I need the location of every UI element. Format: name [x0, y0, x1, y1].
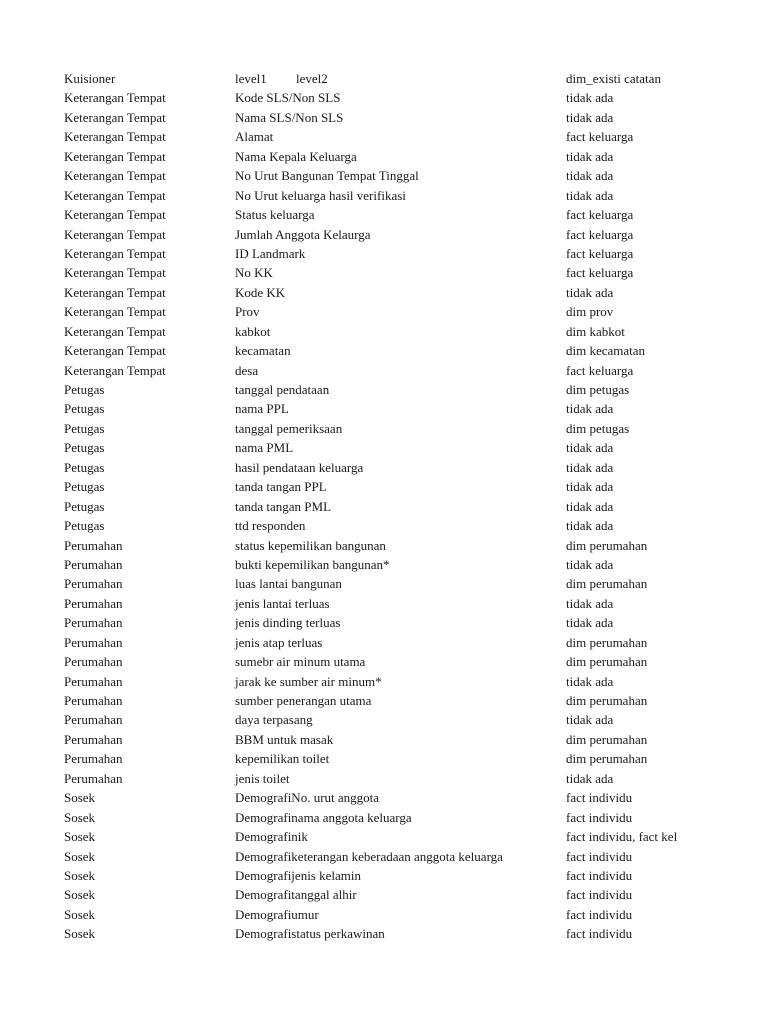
- cell-level: BBM untuk masak: [235, 731, 334, 747]
- table-row: [0, 108, 768, 127]
- table-row: [0, 205, 768, 224]
- cell-kuisioner: Perumahan: [64, 751, 123, 767]
- cell-dim-catatan: dim perumahan: [566, 576, 648, 592]
- table-row: [0, 341, 768, 360]
- table-row: [0, 710, 768, 729]
- cell-level: No Urut keluarga hasil verifikasi: [235, 187, 406, 203]
- table-row: [0, 361, 768, 380]
- cell-dim-catatan: dim prov: [566, 304, 614, 320]
- cell-kuisioner: Sosek: [64, 829, 96, 845]
- header-dim-catatan: dim_existi catatan: [566, 71, 661, 86]
- cell-dim-catatan: dim perumahan: [566, 654, 648, 670]
- cell-level: Kode KK: [235, 284, 286, 300]
- cell-kuisioner: Keterangan Tempat: [64, 323, 166, 339]
- cell-level: Demografinik: [235, 829, 308, 845]
- cell-level: Nama SLS/Non SLS: [235, 109, 344, 125]
- cell-level: daya terpasang: [235, 712, 313, 728]
- cell-kuisioner: Perumahan: [64, 595, 123, 611]
- table-row: [0, 516, 768, 535]
- cell-kuisioner: Keterangan Tempat: [64, 265, 166, 281]
- table-row: [0, 302, 768, 321]
- cell-dim-catatan: tidak ada: [566, 401, 614, 417]
- cell-dim-catatan: tidak ada: [566, 187, 614, 203]
- table-row: [0, 808, 768, 827]
- table-row: [0, 322, 768, 341]
- cell-dim-catatan: tidak ada: [566, 148, 614, 164]
- cell-kuisioner: Keterangan Tempat: [64, 284, 166, 300]
- table-row: [0, 749, 768, 768]
- cell-dim-catatan: tidak ada: [566, 770, 614, 786]
- cell-kuisioner: Perumahan: [64, 576, 123, 592]
- cell-kuisioner: Petugas: [64, 382, 105, 397]
- cell-kuisioner: Perumahan: [64, 615, 123, 631]
- cell-dim-catatan: tidak ada: [566, 168, 614, 184]
- cell-kuisioner: Petugas: [64, 518, 105, 534]
- cell-kuisioner: Perumahan: [64, 634, 123, 650]
- cell-dim-catatan: dim perumahan: [566, 693, 648, 708]
- cell-dim-catatan: tidak ada: [566, 673, 614, 689]
- cell-level: tanggal pendataan: [235, 382, 330, 397]
- cell-dim-catatan: dim perumahan: [566, 634, 648, 650]
- cell-dim-catatan: fact individu: [566, 848, 633, 864]
- cell-level: kecamatan: [235, 343, 291, 359]
- cell-dim-catatan: tidak ada: [566, 518, 614, 534]
- cell-level: jenis toilet: [235, 770, 290, 786]
- cell-kuisioner: Keterangan Tempat: [64, 343, 166, 359]
- table-row: [0, 263, 768, 282]
- cell-kuisioner: Sosek: [64, 887, 96, 903]
- table-row: [0, 788, 768, 807]
- cell-kuisioner: Petugas: [64, 401, 105, 417]
- cell-kuisioner: Petugas: [64, 440, 105, 456]
- cell-dim-catatan: tidak ada: [566, 459, 614, 475]
- cell-level: Nama Kepala Keluarga: [235, 148, 357, 164]
- table-row: [0, 885, 768, 904]
- header-level2: level2: [296, 71, 328, 86]
- table-row: [0, 866, 768, 885]
- header-kuisioner: Kuisioner: [64, 71, 116, 86]
- cell-dim-catatan: dim kabkot: [566, 323, 625, 339]
- cell-level: tanda tangan PML: [235, 498, 332, 514]
- cell-level: Prov: [235, 304, 260, 320]
- cell-level: Jumlah Anggota Kelaurga: [235, 226, 371, 242]
- cell-dim-catatan: fact individu, fact kel: [566, 829, 678, 845]
- cell-kuisioner: Keterangan Tempat: [64, 109, 166, 125]
- cell-kuisioner: Keterangan Tempat: [64, 90, 166, 106]
- cell-level: kabkot: [235, 323, 271, 339]
- cell-dim-catatan: fact individu: [566, 926, 633, 942]
- cell-level: jarak ke sumber air minum*: [235, 673, 382, 689]
- cell-level: sumber penerangan utama: [235, 693, 372, 708]
- cell-kuisioner: Perumahan: [64, 556, 123, 572]
- table-row: [0, 147, 768, 166]
- table-row: [0, 730, 768, 749]
- cell-kuisioner: Petugas: [64, 479, 105, 495]
- cell-kuisioner: Keterangan Tempat: [64, 129, 166, 145]
- cell-kuisioner: Sosek: [64, 848, 96, 864]
- cell-level: ID Landmark: [235, 245, 306, 261]
- cell-kuisioner: Petugas: [64, 459, 105, 475]
- cell-kuisioner: Keterangan Tempat: [64, 245, 166, 261]
- cell-kuisioner: Perumahan: [64, 537, 123, 553]
- cell-level: jenis atap terluas: [235, 634, 323, 650]
- cell-level: tanda tangan PPL: [235, 479, 327, 495]
- cell-dim-catatan: fact keluarga: [566, 129, 634, 145]
- cell-level: status kepemilikan bangunan: [235, 537, 386, 553]
- table-row: [0, 438, 768, 457]
- cell-dim-catatan: fact keluarga: [566, 265, 634, 281]
- table-row: [0, 536, 768, 555]
- table-row: [0, 555, 768, 574]
- cell-level: Demografiumur: [235, 906, 319, 922]
- cell-kuisioner: Perumahan: [64, 770, 123, 786]
- table-row: [0, 613, 768, 632]
- header-level1: level1: [235, 71, 267, 86]
- cell-level: jenis lantai terluas: [235, 595, 330, 611]
- table-row: [0, 769, 768, 788]
- cell-dim-catatan: fact individu: [566, 867, 633, 883]
- cell-dim-catatan: dim kecamatan: [566, 343, 646, 359]
- table-row: [0, 186, 768, 205]
- cell-kuisioner: Perumahan: [64, 673, 123, 689]
- table-row: [0, 652, 768, 671]
- cell-level: nama PML: [235, 440, 294, 456]
- cell-level: Demografistatus perkawinan: [235, 926, 385, 942]
- cell-level: hasil pendataan keluarga: [235, 459, 364, 475]
- cell-dim-catatan: fact individu: [566, 906, 633, 922]
- cell-level: bukti kepemilikan bangunan*: [235, 556, 390, 572]
- table-row: [0, 166, 768, 185]
- cell-kuisioner: Sosek: [64, 867, 96, 883]
- cell-dim-catatan: dim petugas: [566, 420, 630, 436]
- table-row: [0, 477, 768, 496]
- cell-level: nama PPL: [235, 401, 289, 417]
- cell-dim-catatan: fact keluarga: [566, 362, 634, 378]
- header-row: [0, 69, 768, 88]
- cell-kuisioner: Keterangan Tempat: [64, 187, 166, 203]
- spreadsheet-table: [0, 69, 768, 944]
- table-row: [0, 225, 768, 244]
- cell-level: DemografiNo. urut anggota: [235, 790, 380, 806]
- table-row: [0, 88, 768, 107]
- cell-level: Status keluarga: [235, 207, 315, 223]
- cell-level: ttd responden: [235, 518, 306, 534]
- cell-kuisioner: Keterangan Tempat: [64, 168, 166, 184]
- cell-level: Demografijenis kelamin: [235, 867, 361, 883]
- table-row: [0, 244, 768, 263]
- cell-kuisioner: Keterangan Tempat: [64, 304, 166, 320]
- cell-dim-catatan: tidak ada: [566, 479, 614, 495]
- cell-kuisioner: Keterangan Tempat: [64, 226, 166, 242]
- table-row: [0, 419, 768, 438]
- cell-dim-catatan: dim perumahan: [566, 751, 648, 767]
- cell-dim-catatan: fact keluarga: [566, 207, 634, 223]
- cell-kuisioner: Keterangan Tempat: [64, 207, 166, 223]
- cell-dim-catatan: tidak ada: [566, 90, 614, 106]
- cell-level: Demografitanggal alhir: [235, 887, 357, 903]
- table-row: [0, 497, 768, 516]
- cell-dim-catatan: fact keluarga: [566, 226, 634, 242]
- table-row: [0, 594, 768, 613]
- cell-kuisioner: Perumahan: [64, 731, 123, 747]
- cell-kuisioner: Perumahan: [64, 693, 123, 708]
- cell-dim-catatan: tidak ada: [566, 712, 614, 728]
- cell-dim-catatan: dim perumahan: [566, 731, 648, 747]
- cell-dim-catatan: dim perumahan: [566, 537, 648, 553]
- cell-kuisioner: Petugas: [64, 498, 105, 514]
- cell-level: desa: [235, 362, 259, 378]
- cell-level: jenis dinding terluas: [235, 615, 341, 631]
- cell-level: Alamat: [235, 129, 274, 145]
- table-row: [0, 672, 768, 691]
- table-row: [0, 691, 768, 710]
- table-row: [0, 827, 768, 846]
- cell-dim-catatan: tidak ada: [566, 284, 614, 300]
- cell-kuisioner: Petugas: [64, 420, 105, 436]
- table-row: [0, 127, 768, 146]
- cell-kuisioner: Sosek: [64, 809, 96, 825]
- cell-kuisioner: Perumahan: [64, 654, 123, 670]
- cell-level: luas lantai bangunan: [235, 576, 342, 592]
- cell-dim-catatan: tidak ada: [566, 615, 614, 631]
- cell-kuisioner: Keterangan Tempat: [64, 362, 166, 378]
- cell-kuisioner: Keterangan Tempat: [64, 148, 166, 164]
- table-row: [0, 458, 768, 477]
- cell-dim-catatan: fact individu: [566, 809, 633, 825]
- cell-dim-catatan: tidak ada: [566, 440, 614, 456]
- cell-level: Demografinama anggota keluarga: [235, 809, 412, 825]
- cell-dim-catatan: fact keluarga: [566, 245, 634, 261]
- table-row: [0, 924, 768, 943]
- cell-level: tanggal pemeriksaan: [235, 420, 343, 436]
- table-row: [0, 380, 768, 399]
- table-row: [0, 633, 768, 652]
- table-row: [0, 399, 768, 418]
- cell-kuisioner: Perumahan: [64, 712, 123, 728]
- table-row: [0, 574, 768, 593]
- cell-kuisioner: Sosek: [64, 906, 96, 922]
- cell-dim-catatan: dim petugas: [566, 382, 630, 397]
- cell-level: sumebr air minum utama: [235, 654, 366, 670]
- table-row: [0, 905, 768, 924]
- cell-level: No Urut Bangunan Tempat Tinggal: [235, 168, 419, 184]
- cell-dim-catatan: tidak ada: [566, 556, 614, 572]
- cell-dim-catatan: tidak ada: [566, 498, 614, 514]
- cell-dim-catatan: fact individu: [566, 790, 633, 806]
- cell-level: kepemilikan toilet: [235, 751, 330, 767]
- cell-level: Kode SLS/Non SLS: [235, 90, 341, 106]
- table-row: [0, 283, 768, 302]
- cell-dim-catatan: tidak ada: [566, 595, 614, 611]
- cell-dim-catatan: tidak ada: [566, 109, 614, 125]
- cell-level: Demografiketerangan keberadaan anggota keluarga: [235, 848, 503, 864]
- table-row: [0, 847, 768, 866]
- cell-level: No KK: [235, 265, 273, 281]
- cell-kuisioner: Sosek: [64, 790, 96, 806]
- cell-dim-catatan: fact individu: [566, 887, 633, 903]
- cell-kuisioner: Sosek: [64, 926, 96, 942]
